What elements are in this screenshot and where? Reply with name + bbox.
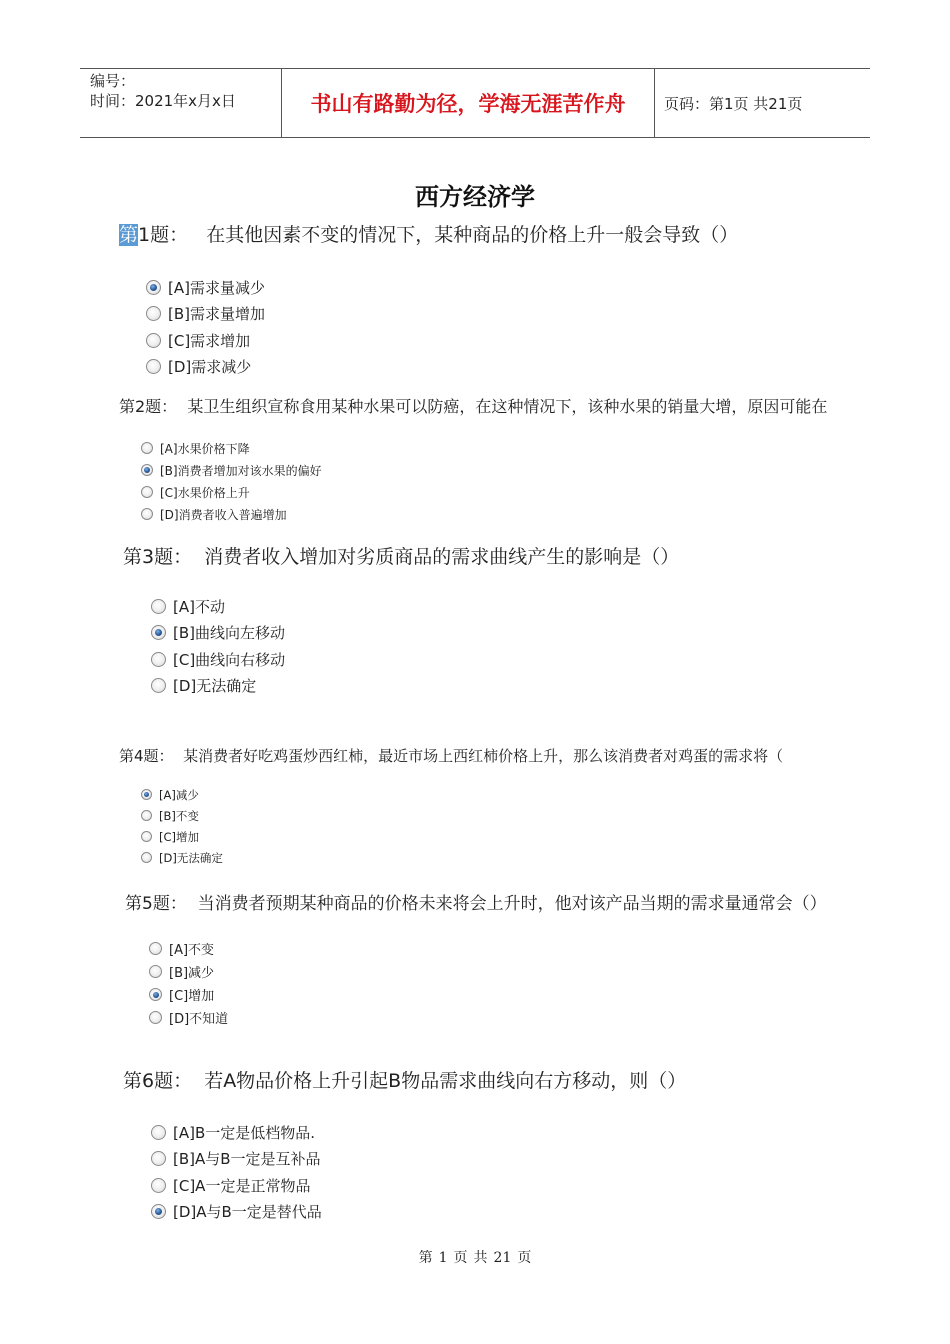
radio-dot-icon [155, 629, 162, 636]
option-c[interactable] [123, 646, 679, 673]
option-b[interactable] [123, 620, 679, 647]
option-label: [B]消费者增加对该水果的偏好 [160, 463, 322, 478]
option-a[interactable] [119, 274, 738, 301]
option-c[interactable] [119, 826, 783, 847]
radio-button[interactable] [151, 1125, 166, 1140]
option-label: [A]不动 [173, 597, 225, 616]
option-b[interactable] [119, 805, 783, 826]
option-c[interactable] [119, 481, 827, 503]
options-group [125, 937, 827, 1029]
option-c[interactable] [119, 327, 738, 354]
option-b[interactable] [125, 960, 827, 983]
option-label: [B]需求量增加 [168, 305, 265, 324]
question-number: 第3题： [123, 546, 193, 568]
option-a[interactable] [119, 784, 783, 805]
option-label: [D]无法确定 [173, 677, 257, 696]
options-group [119, 784, 783, 868]
radio-button[interactable] [149, 988, 162, 1001]
options-group [119, 437, 827, 525]
selected-text-highlight: 第 [119, 224, 139, 246]
option-b[interactable] [123, 1146, 686, 1173]
option-label: [C]水果价格上升 [160, 485, 250, 500]
option-label: [C]增加 [169, 989, 215, 1004]
option-a[interactable] [125, 937, 827, 960]
question-number: 1题： [138, 224, 189, 246]
radio-button[interactable] [141, 852, 152, 863]
radio-button[interactable] [146, 280, 161, 295]
question-2 [119, 395, 827, 525]
page-footer [0, 1247, 950, 1267]
options-group [123, 1119, 686, 1225]
footer-total-word: 共 [473, 1250, 488, 1266]
question-3 [123, 543, 679, 699]
page-info: 页码：第1页 共21页 [664, 94, 803, 113]
motto: 书山有路勤为径，学海无涯苦作舟 [282, 69, 655, 137]
option-d[interactable] [119, 354, 738, 381]
question-4 [119, 744, 783, 868]
radio-dot-icon [153, 992, 159, 998]
option-label: [B]不变 [159, 808, 199, 823]
option-label: [D]消费者收入普遍增加 [160, 507, 287, 522]
option-c[interactable] [125, 983, 827, 1006]
footer-prefix: 第 [418, 1250, 433, 1266]
option-label: [C]需求增加 [168, 331, 251, 350]
question-stem [123, 1067, 686, 1095]
radio-dot-icon [144, 467, 150, 473]
question-number: 第2题： [119, 397, 178, 416]
radio-button[interactable] [151, 1204, 166, 1219]
option-b[interactable] [119, 301, 738, 328]
option-label: [B]曲线向左移动 [173, 624, 285, 643]
radio-button[interactable] [141, 508, 153, 520]
radio-button[interactable] [141, 831, 152, 842]
radio-button[interactable] [149, 1011, 162, 1024]
radio-button[interactable] [141, 810, 152, 821]
radio-button[interactable] [141, 486, 153, 498]
question-number: 第6题： [123, 1070, 193, 1092]
option-label: [C]A一定是正常物品 [173, 1176, 311, 1195]
radio-button[interactable] [151, 652, 166, 667]
radio-button[interactable] [141, 789, 152, 800]
question-text: 当消费者预期某种商品的价格未来将会上升时，他对该产品当期的需求量通常会（） [197, 894, 827, 914]
question-text: 某消费者好吃鸡蛋炒西红柿，最近市场上西红柿价格上升，那么该消费者对鸡蛋的需求将（ [183, 747, 784, 765]
option-label: [D]需求减少 [168, 358, 252, 377]
question-stem [119, 222, 738, 260]
option-d[interactable] [119, 847, 783, 868]
option-a[interactable] [119, 437, 827, 459]
option-label: [A]不变 [169, 943, 215, 958]
number-label: 编号： [90, 72, 136, 90]
option-label: [A]需求量减少 [168, 278, 265, 297]
question-text: 某卫生组织宣称食用某种水果可以防癌，在这种情况下，该种水果的销量大增，原因可能在 [187, 397, 828, 416]
option-a[interactable] [123, 593, 679, 620]
radio-button[interactable] [149, 942, 162, 955]
radio-button[interactable] [146, 333, 161, 348]
option-d[interactable] [119, 503, 827, 525]
option-d[interactable] [123, 673, 679, 700]
question-text: 若A物品价格上升引起B物品需求曲线向右方移动，则（） [204, 1070, 687, 1092]
option-label: [A]减少 [159, 787, 199, 802]
question-number: 第4题： [119, 747, 174, 765]
question-1 [119, 222, 738, 380]
radio-button[interactable] [151, 678, 166, 693]
options-group [123, 593, 679, 699]
option-label: [C]曲线向右移动 [173, 650, 286, 669]
option-d[interactable] [123, 1199, 686, 1226]
radio-dot-icon [155, 1208, 162, 1215]
option-b[interactable] [119, 459, 827, 481]
footer-page-number: 1 [438, 1250, 448, 1266]
question-stem [119, 744, 783, 768]
option-label: [C]增加 [159, 829, 200, 844]
radio-dot-icon [150, 284, 157, 291]
question-6 [123, 1067, 686, 1225]
radio-button[interactable] [151, 625, 166, 640]
question-text: 在其他因素不变的情况下，某种商品的价格上升一般会导致（） [206, 224, 739, 246]
option-c[interactable] [123, 1172, 686, 1199]
footer-suffix: 页 [517, 1250, 532, 1266]
question-stem [123, 543, 679, 571]
option-label: [A]水果价格下降 [160, 441, 250, 456]
radio-button[interactable] [151, 1151, 166, 1166]
option-label: [B]减少 [169, 966, 215, 981]
radio-button[interactable] [146, 359, 161, 374]
footer-page-word: 页 [453, 1250, 468, 1266]
radio-button[interactable] [151, 1178, 166, 1193]
footer-total-pages: 21 [493, 1250, 512, 1266]
radio-button[interactable] [141, 442, 153, 454]
option-label: [D]A与B一定是替代品 [173, 1203, 322, 1222]
radio-button[interactable] [151, 599, 166, 614]
radio-button[interactable] [149, 965, 162, 978]
option-a[interactable] [123, 1119, 686, 1146]
header-table [80, 68, 870, 138]
question-stem [119, 395, 827, 419]
option-label: [D]不知道 [169, 1012, 229, 1027]
radio-button[interactable] [146, 306, 161, 321]
radio-button[interactable] [141, 464, 153, 476]
option-label: [B]A与B一定是互补品 [173, 1150, 321, 1169]
radio-dot-icon [144, 792, 149, 797]
options-group [119, 274, 738, 380]
question-stem [125, 891, 827, 917]
question-text: 消费者收入增加对劣质商品的需求曲线产生的影响是（） [204, 546, 680, 568]
page-title: 西方经济学 [415, 182, 535, 211]
question-5 [125, 891, 827, 1029]
option-d[interactable] [125, 1006, 827, 1029]
header-info-cell [80, 69, 282, 137]
option-label: [D]无法确定 [159, 850, 223, 865]
question-number: 第5题： [125, 894, 187, 914]
time-label: 时间：2021年x月x日 [90, 92, 236, 110]
option-label: [A]B一定是低档物品. [173, 1123, 316, 1142]
